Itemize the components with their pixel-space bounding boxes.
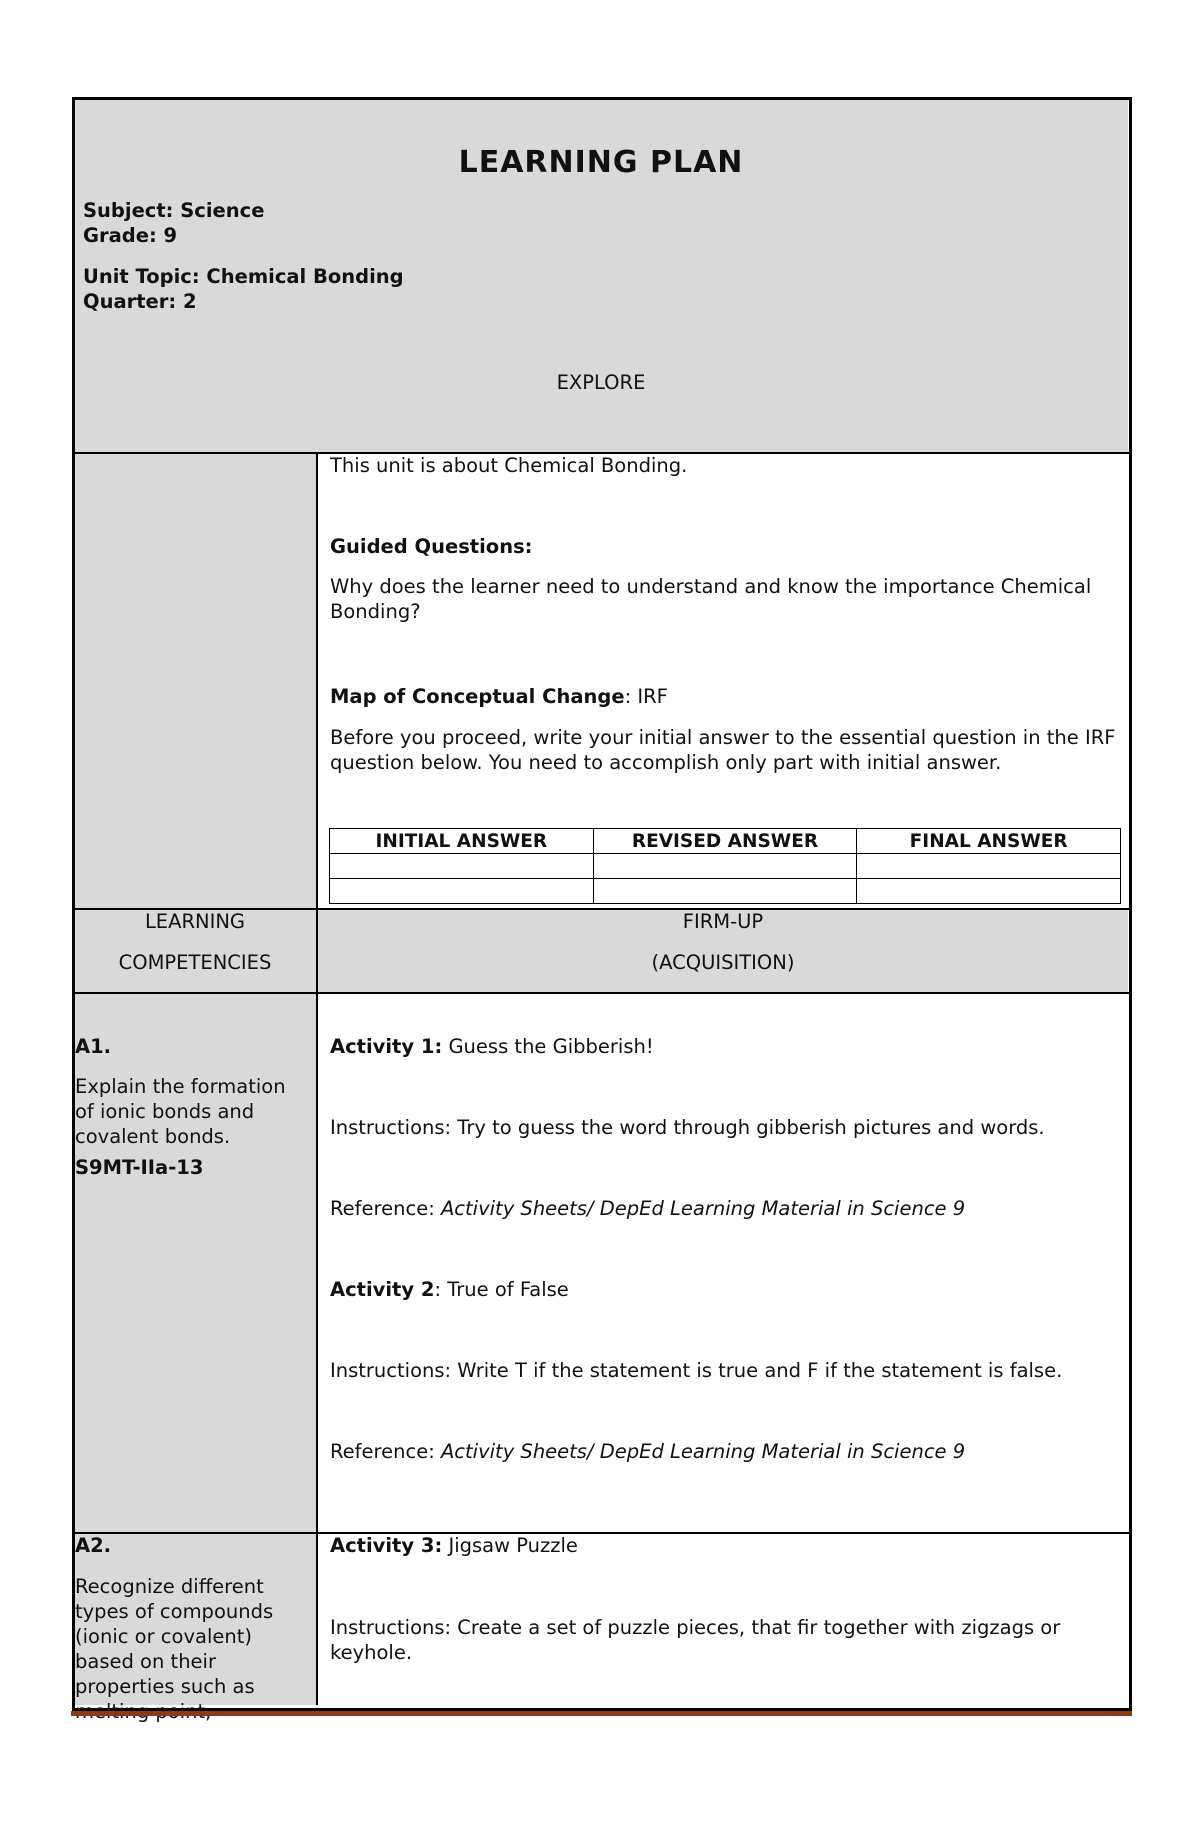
table-row <box>330 829 1121 854</box>
activity-3-title <box>330 1533 578 1558</box>
learning-plan-page <box>72 97 1130 1709</box>
learning-competencies-heading-line1: LEARNING <box>144 910 246 933</box>
reference-prefix: Reference: <box>330 1197 441 1220</box>
competency-a1-text: Explain the formation of ionic bonds and covalent bonds. <box>75 1075 286 1148</box>
competency-a2-label: A2. <box>75 1534 112 1557</box>
irf-header-final: FINAL ANSWER <box>857 829 1121 854</box>
irf-cell-final[interactable] <box>857 854 1121 879</box>
irf-cell-revised[interactable] <box>593 854 857 879</box>
activity-2-instructions: Instructions: Write T if the statement is true and F if the statement is false. <box>330 1359 1063 1382</box>
activity-1-name: Guess the Gibberish! <box>442 1035 654 1058</box>
stage-label: EXPLORE <box>556 371 646 394</box>
activity-3-label: Activity 3: <box>330 1534 443 1557</box>
activity-2-reference <box>330 1439 965 1464</box>
acquisition-heading: (ACQUISITION) <box>651 951 795 974</box>
activity-3-instructions: Instructions: Create a set of puzzle pieces, that fir together with zigzags or keyhole. <box>330 1616 1061 1664</box>
activity-2-title <box>330 1277 569 1302</box>
irf-cell-initial[interactable] <box>330 854 594 879</box>
page-title: LEARNING PLAN <box>458 145 744 180</box>
table-row <box>330 879 1121 904</box>
quarter-label: Quarter: 2 <box>83 290 197 313</box>
activity-1-instructions: Instructions: Try to guess the word through gibberish pictures and words. <box>330 1116 1045 1139</box>
irf-header-revised: REVISED ANSWER <box>593 829 857 854</box>
competency-a1-label: A1. <box>75 1035 112 1058</box>
reference-prefix: Reference: <box>330 1440 441 1463</box>
map-label: Map of Conceptual Change <box>330 685 625 708</box>
activity-2-label: Activity 2 <box>330 1278 435 1301</box>
footer-rule <box>71 1711 1132 1716</box>
reference-source: Activity Sheets/ DepEd Learning Material in Science 9 <box>440 1197 966 1220</box>
irf-header-initial: INITIAL ANSWER <box>330 829 594 854</box>
irf-cell-revised[interactable] <box>593 879 857 904</box>
grade-label: Grade: 9 <box>83 224 178 247</box>
guided-questions-heading: Guided Questions: <box>330 535 533 558</box>
competency-a2-text: Recognize different types of compounds (ionic or covalent) based on their properties such as <box>75 1575 274 1698</box>
learning-competencies-heading-line2: COMPETENCIES <box>118 951 272 974</box>
irf-table <box>329 828 1121 904</box>
activity-3-name: Jigsaw Puzzle <box>442 1534 578 1557</box>
map-suffix: : IRF <box>624 685 668 708</box>
firm-up-heading: FIRM-UP <box>682 910 764 933</box>
irf-cell-final[interactable] <box>857 879 1121 904</box>
subject-label: Subject: Science <box>83 199 265 222</box>
activity-2-name: : True of False <box>434 1278 569 1301</box>
irf-cell-initial[interactable] <box>330 879 594 904</box>
page-frame <box>72 97 1132 1711</box>
map-of-conceptual-change <box>330 684 668 709</box>
table-row <box>330 854 1121 879</box>
activity-1-title <box>330 1034 654 1059</box>
guided-question-text: Why does the learner need to understand and know the importance Chemical Bonding? <box>330 575 1092 623</box>
unit-intro: This unit is about Chemical Bonding. <box>330 454 688 477</box>
map-instructions: Before you proceed, write your initial answer to the essential question in the IRF question below. You need to accomplish only part with initial answer. <box>330 726 1116 774</box>
activity-1-label: Activity 1: <box>330 1035 443 1058</box>
activity-1-reference <box>330 1196 965 1221</box>
reference-source: Activity Sheets/ DepEd Learning Material in Science 9 <box>440 1440 966 1463</box>
unit-topic-label: Unit Topic: Chemical Bonding <box>83 265 404 288</box>
competency-a1-code: S9MT-IIa-13 <box>75 1156 204 1179</box>
